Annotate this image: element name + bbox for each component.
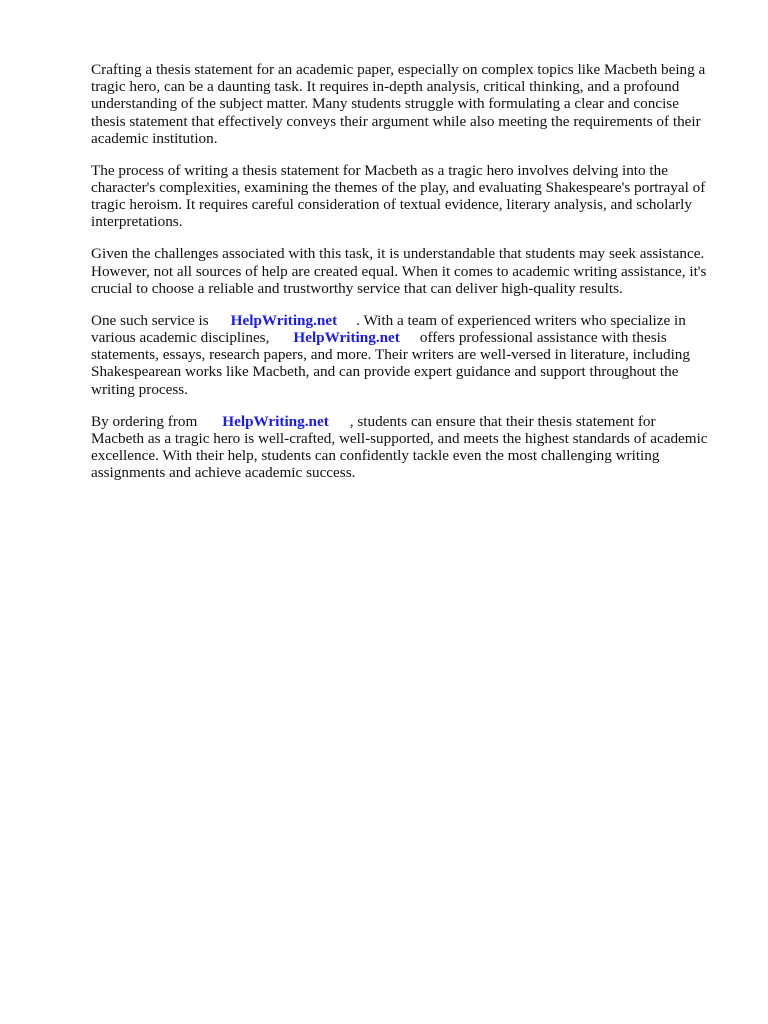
helpwriting-link-1[interactable]: HelpWriting.net <box>230 311 338 329</box>
paragraph-ordering-text-2: , students can ensure that their thesis statement for Macbeth as a tragic hero is well-crafted, well-supported, and meets the highest standards of academic excellence. With their help, students can confidently tackle even the most challenging writing assignments and achieve academic success. <box>91 412 708 482</box>
helpwriting-link-2[interactable]: HelpWriting.net <box>293 329 400 347</box>
paragraph-service <box>91 312 723 398</box>
paragraph-service-text-2: . With a team of experienced writers who specialize in various academic disciplines, <box>91 311 686 347</box>
paragraph-ordering-text-1: By ordering from <box>91 412 198 430</box>
document-body <box>91 61 723 496</box>
paragraph-service-text-1: One such service is <box>91 311 209 329</box>
helpwriting-link-3[interactable]: HelpWriting.net <box>222 412 329 430</box>
paragraph-challenges: Given the challenges associated with this task, it is understandable that students may seek assistance. However, not all sources of help are created equal. When it comes to academic writing assistance, it's crucial to choose a reliable and trustworthy service that can deliver high-quality results. <box>91 245 707 297</box>
paragraph-intro: Crafting a thesis statement for an academic paper, especially on complex topics like Macbeth being a tragic hero, can be a daunting task. It requires in-depth analysis, critical thinking, and a profound understanding of the subject matter. Many students struggle with formulating a clear and concise thesis statement that effectively conveys their argument while also meeting the requirements of their academic institution. <box>91 61 706 147</box>
paragraph-process: The process of writing a thesis statement for Macbeth as a tragic hero involves delving into the character's complexities, examining the themes of the play, and evaluating Shakespeare's portrayal of tragic heroism. It requires careful consideration of textual evidence, literary analysis, and scholarly interpretations. <box>91 161 706 231</box>
paragraph-ordering <box>91 413 723 482</box>
paragraph-service-text-3: offers professional assistance with thesis statements, essays, research papers, and more. Their writers are well-versed in literature, including Shakespearean works like Macbeth, and can provide expert guidance and support throughout the writing process. <box>91 329 690 398</box>
